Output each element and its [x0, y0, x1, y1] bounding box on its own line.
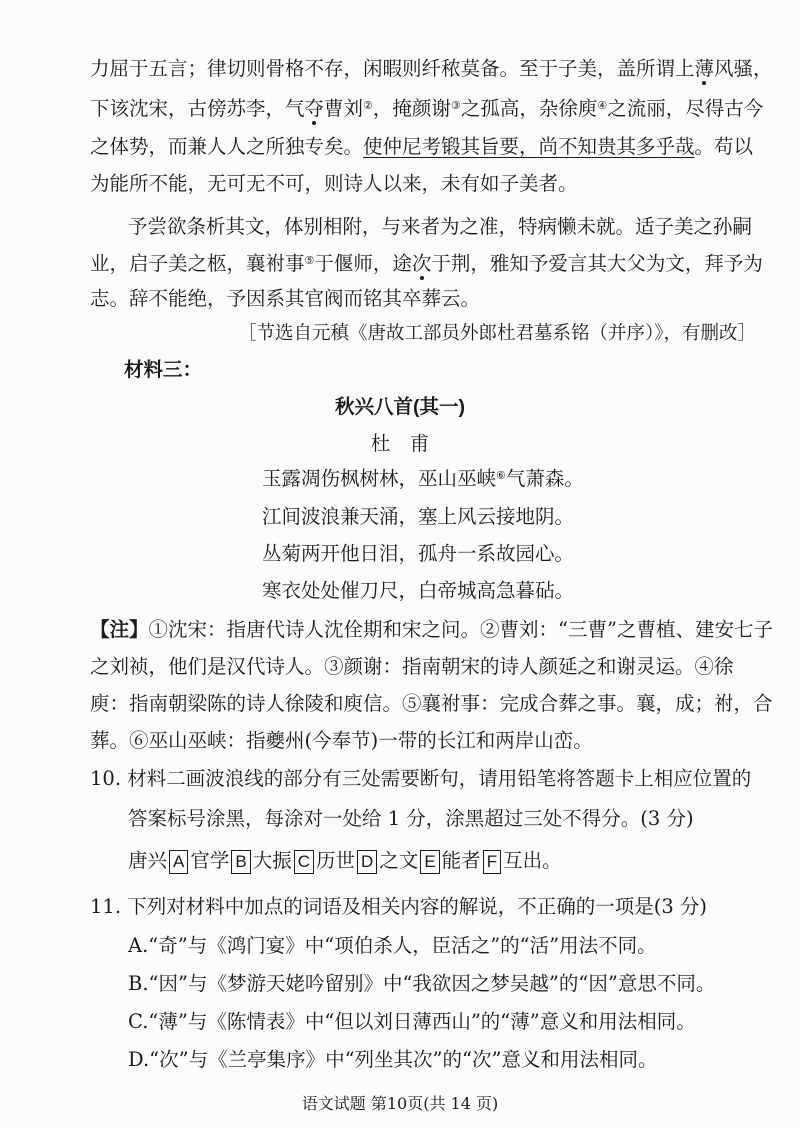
poem-line-4: 寒衣处处催刀尺，白帝城高急暮砧。 — [262, 579, 575, 602]
q10-stem-line-2: 答案标号涂黑，每涂对一处给 1 分，涂黑超过三处不得分。(3 分) — [128, 807, 694, 830]
material2-line-7: 志。辞不能绝，予因系其官阀而铭其卒葬云。 — [90, 287, 481, 310]
notes-line-4: 葬。⑥巫山巫峡：指夔州(今奉节)一带的长江和两岸山峦。 — [90, 729, 593, 752]
q11-stem: 11. 下列对材料中加点的词语及相关内容的解说，不正确的一项是(3 分) — [90, 895, 708, 918]
material2-line-1: 力屈于五言；律切则骨格不存，闲暇则纤秾莫备。至于子美，盖所谓上薄风骚， — [90, 57, 773, 80]
q11-option-b[interactable]: B.“因”与《梦游天姥吟留别》中“我欲因之梦吴越”的“因”意思不同。 — [128, 972, 716, 995]
material2-line-3: 之体势，而兼人人之所独专矣。使仲尼考锻其旨要，尚不知贵其多乎哉。苟以 — [90, 135, 754, 158]
q11-option-c[interactable]: C.“薄”与《陈情表》中“但以刘日薄西山”的“薄”意义和用法相同。 — [128, 1010, 696, 1033]
answer-box-e[interactable]: E — [420, 850, 439, 874]
material2-line-6: 业，启子美之柩，襄祔事⑤于偃师，途次于荆，雅知予爱言其大父为文，拜予为 — [90, 252, 763, 275]
material2-line-5: 予尝欲条析其文，体别相附，与来者为之准，特病懒未就。适子美之孙嗣 — [128, 215, 753, 238]
notes-line-1: 【注】①沈宋：指唐代诗人沈佺期和宋之问。②曹刘：“三曹”之曹植、建安七子 — [90, 618, 773, 641]
material2-line-4: 为能所不能，无可无不可，则诗人以来，未有如子美者。 — [90, 172, 578, 195]
underlined-sentence: 使仲尼考锻其旨要，尚不知贵其多乎哉 — [363, 135, 695, 158]
poem-author: 杜 甫 — [370, 432, 430, 455]
q11-option-a[interactable]: A.“奇”与《鸿门宴》中“项伯杀人，臣活之”的“活”用法不同。 — [128, 934, 657, 957]
notes-line-2: 之刘祯，他们是汉代诗人。③颜谢：指南朝宋的诗人颜延之和谢灵运。④徐 — [90, 655, 734, 678]
poem-line-1: 玉露凋伤枫树林，巫山巫峡⑥气萧森。 — [262, 467, 584, 490]
answer-box-b[interactable]: B — [231, 850, 250, 874]
q10-stem-line-1: 10. 材料二画波浪线的部分有三处需要断句，请用铅笔将答题卡上相应位置的 — [90, 767, 752, 790]
answer-box-a[interactable]: A — [169, 850, 188, 874]
poem-title: 秋兴八首(其一) — [335, 396, 465, 418]
notes-line-3: 庾：指南朝梁陈的诗人徐陵和庾信。⑤襄祔事：完成合葬之事。襄，成；祔，合 — [90, 692, 773, 715]
q10-sentence: 唐兴 A 官学 B 大振 C 历世 D 之文 E 能者 F 互出。 — [128, 849, 562, 872]
page-footer: 语文试题 第10页(共 14 页) — [301, 1094, 499, 1113]
poem-line-2: 江间波浪兼天涌，塞上风云接地阴。 — [262, 505, 575, 528]
material3-label: 材料三： — [124, 358, 203, 381]
answer-box-d[interactable]: D — [357, 850, 377, 874]
poem-line-3: 丛菊两开他日泪，孤舟一系故园心。 — [262, 542, 575, 565]
q11-option-d[interactable]: D.“次”与《兰亭集序》中“列坐其次”的“次”意义和用法相同。 — [128, 1048, 658, 1071]
material2-line-2: 下该沈宋，古傍苏李，气夺曹刘②，掩颜谢③之孤高，杂徐庾④之流丽，尽得古今 — [90, 97, 764, 120]
answer-box-f[interactable]: F — [483, 850, 501, 874]
answer-box-c[interactable]: C — [294, 850, 314, 874]
material2-source: ［节选自元稹《唐故工部员外郎杜君墓系铭（并序）》，有删改］ — [238, 323, 757, 344]
